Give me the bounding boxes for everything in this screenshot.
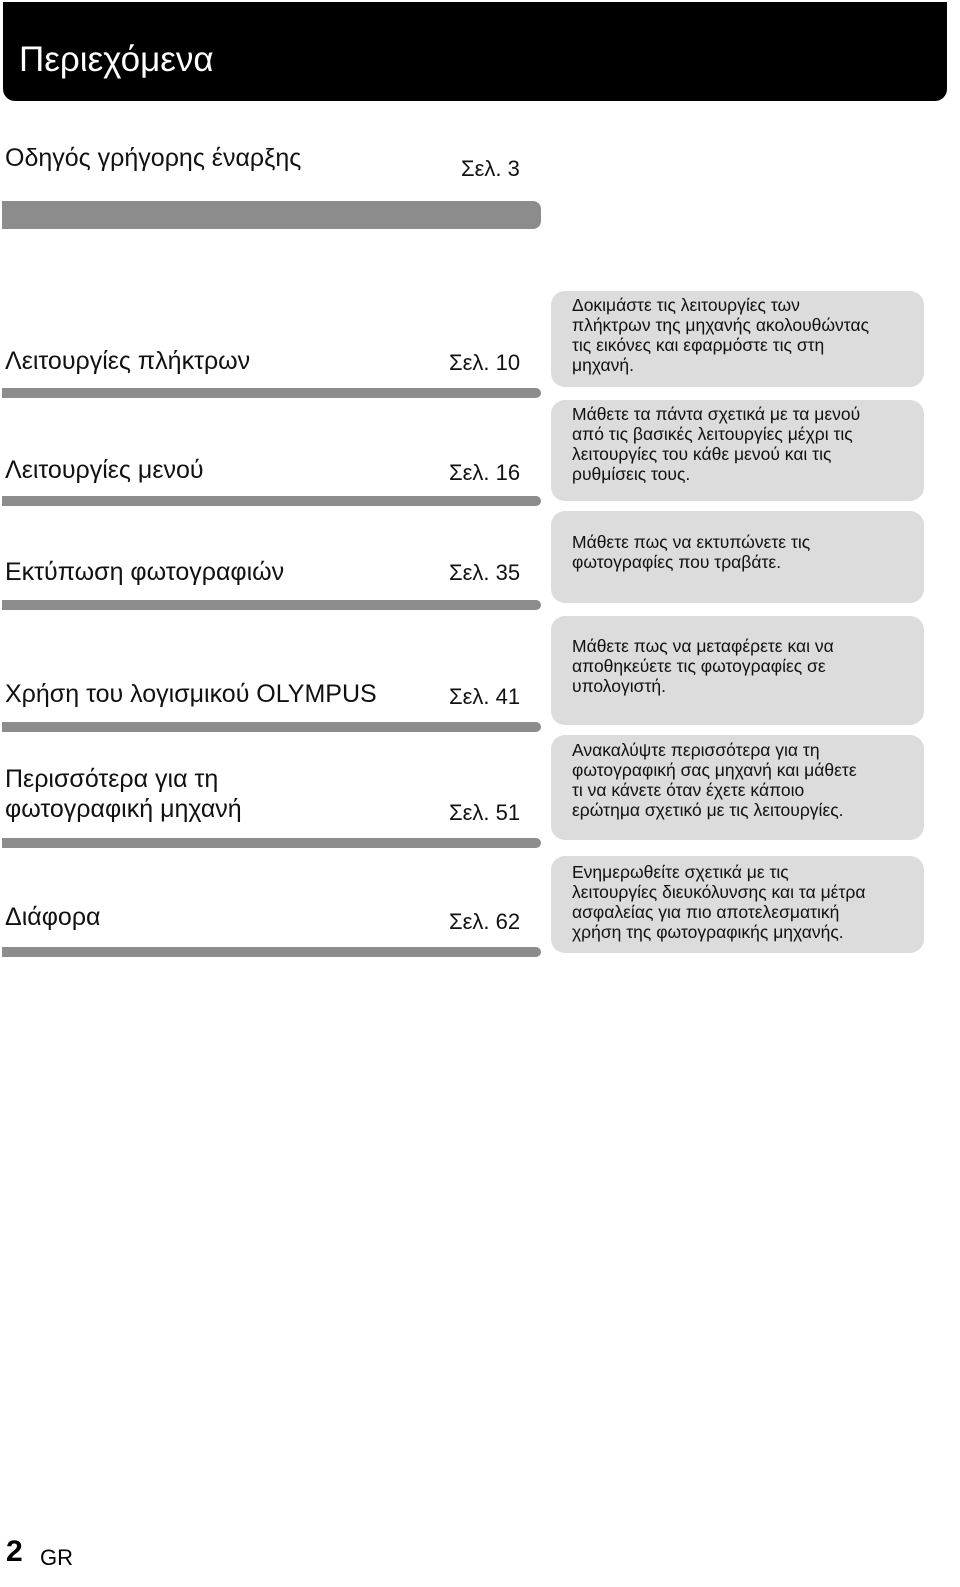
description-text: Δοκιμάστε τις λειτουργίες των πλήκτρων της μηχανής ακολουθώντας τις εικόνες και εφαρμόστε τις στη μηχανή. (572, 295, 870, 375)
description-box-button-functions (551, 291, 924, 387)
section-title-quick-start[interactable]: Οδηγός γρήγορης έναρξης (5, 144, 302, 172)
section-title-menu-functions[interactable]: Λειτουργίες μενού (5, 456, 204, 484)
section-title-more-camera-line1[interactable]: Περισσότερα για τη (5, 765, 219, 793)
description-text: Μάθετε πως να εκτυπώνετε τις φωτογραφίες που τραβάτε. (572, 532, 811, 572)
footer-language: GR (40, 1545, 73, 1570)
page-ref-button-functions[interactable]: Σελ. 10 (449, 350, 521, 375)
section-divider-bar (2, 600, 541, 610)
description-box-olympus-software (551, 616, 924, 725)
section-divider-bar (2, 388, 541, 398)
section-title-printing[interactable]: Εκτύπωση φωτογραφιών (5, 558, 285, 586)
section-divider-bar (2, 201, 541, 229)
page-ref-printing[interactable]: Σελ. 35 (449, 560, 521, 585)
page-ref-menu-functions[interactable]: Σελ. 16 (449, 460, 521, 485)
page-header (3, 2, 947, 101)
description-text: Ανακαλύψτε περισσότερα για τη φωτογραφική σας μηχανή και μάθετε τι να κάνετε όταν έχετε κάποιο ερώτημα σχετικό με τις λειτουργίες. (572, 740, 857, 820)
page-ref-misc[interactable]: Σελ. 62 (449, 909, 521, 934)
page-ref-quick-start[interactable]: Σελ. 3 (461, 156, 520, 181)
section-divider-bar (2, 947, 541, 957)
page-title: Περιεχόμενα (19, 40, 214, 79)
description-text: Ενημερωθείτε σχετικά με τις λειτουργίες διευκόλυνσης και τα μέτρα ασφαλείας για πιο αποτελεσματική χρήση της φωτογραφικής μηχανής. (572, 862, 866, 942)
footer-page-number: 2 (6, 1535, 23, 1568)
page-ref-more-camera[interactable]: Σελ. 51 (449, 800, 521, 825)
description-box-misc (551, 856, 924, 953)
description-box-printing (551, 511, 924, 603)
section-title-button-functions[interactable]: Λειτουργίες πλήκτρων (5, 347, 251, 375)
section-divider-bar (2, 496, 541, 506)
section-title-more-camera-line2[interactable]: φωτογραφική μηχανή (5, 795, 242, 823)
description-text: Μάθετε πως να μεταφέρετε και να αποθηκεύετε τις φωτογραφίες σε υπολογιστή. (572, 636, 834, 696)
description-box-menu-functions (551, 400, 924, 501)
description-box-more-camera (551, 735, 924, 840)
section-divider-bar (2, 722, 541, 732)
section-title-misc[interactable]: Διάφορα (5, 903, 101, 931)
page-ref-olympus-software[interactable]: Σελ. 41 (449, 684, 521, 709)
description-text: Μάθετε τα πάντα σχετικά με τα μενού από τις βασικές λειτουργίες μέχρι τις λειτουργίες του κάθε μενού και τις ρυθμίσεις τους. (572, 404, 861, 484)
section-divider-bar (2, 838, 541, 848)
section-title-olympus-software[interactable]: Χρήση του λογισμικού OLYMPUS (5, 680, 377, 708)
